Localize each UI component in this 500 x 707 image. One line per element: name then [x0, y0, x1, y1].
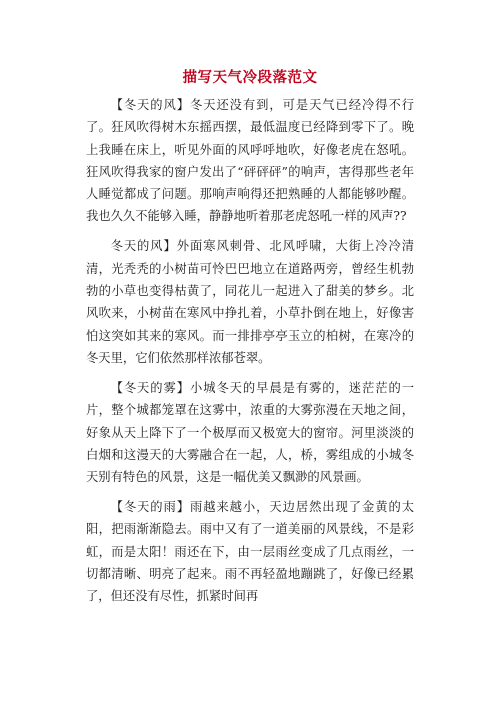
document-body [86, 94, 414, 608]
paragraph-winter-wind-2: 冬天的风】外面寒风刺骨、北风呼啸，大街上冷冷清清，光秃秃的小树苗可怜巴巴地立在道路两旁，曾经生机勃勃的小草也变得枯黄了，同花儿一起进入了甜美的梦乡。北风吹来，小树苗在寒风中挣扎着，小草扑倒在地上，好像害怕这突如其来的寒风。而一排排亭亭玉立的柏树，在寒冷的冬天里，它们依然那样浓郁苍翠。 [86, 239, 414, 365]
paragraph-winter-rain: 【冬天的雨】雨越来越小，天边居然出现了金黄的太阳，把雨渐渐隐去。雨中又有了一道美丽的风景线，不是彩虹，而是太阳！雨还在下，由一层雨丝变成了几点雨丝，一切都清晰、明亮了起来。雨不再轻盈地蹦跳了，好像已经累了，但还没有尽性，抓紧时间再 [86, 500, 414, 604]
document-title: 描写天气冷段落范文 [182, 69, 318, 86]
paragraph-winter-fog: 【冬天的雾】小城冬天的早晨是有雾的，迷茫茫的一片，整个城都笼罩在这雾中，浓重的大雾弥漫在天地之间，好象从天上降下了一个极厚而又极宽大的窗帘。河里淡淡的白烟和这漫天的大雾融合在一起，人，桥，雾组成的小城冬天别有特色的风景，这是一幅优美又飘渺的风景画。 [86, 380, 414, 485]
paragraph-winter-wind: 【冬天的风】冬天还没有到，可是天气已经冷得不行了。狂风吹得树木东摇西摆，最低温度已经降到零下了。晚上我睡在床上，听见外面的风呼呼地吹，好像老虎在怒吼。狂风吹得我家的窗户发出了“砰砰砰”的响声，害得那些老年人睡觉都成了问题。那响声响得还把熟睡的人都能够吵醒。我也久久不能够入睡，静静地听着那老虎怒吼一样的风声?? [86, 98, 414, 224]
